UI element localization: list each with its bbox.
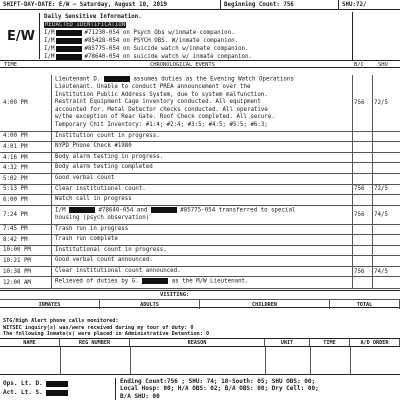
entry-prefix: I/M [44,30,55,36]
visiting-col-total: TOTAL [330,300,400,309]
redaction-bar [69,207,95,213]
event-bc: 756 [352,267,372,277]
redaction-bar [56,30,82,36]
visiting-col-children: CHILDREN [200,300,330,309]
event-description: Institution count in progress. [55,132,160,139]
ops-lt: Ops. Lt. D. [3,380,43,387]
signatures [3,379,68,397]
event-row [0,185,400,196]
event-shu [372,246,400,256]
event-shu [372,225,400,235]
redaction-bar [56,54,82,60]
event-time: 5:13 PM [0,185,52,195]
event-row [0,142,400,153]
header-row [0,0,400,10]
redaction-bar [56,46,82,52]
sensitive-entry [44,45,364,53]
beginning-count: Beginning Count: 756 [220,0,338,9]
event-row [0,195,400,206]
event-shu: 72/5 [372,75,400,131]
event-row [0,277,400,288]
event-shu [372,132,400,142]
event-description: Good verbal count [55,175,115,182]
event-bc [352,256,372,266]
event-description: Body alarm testing in progress. [55,153,164,160]
event-time: 6:00 PM [0,195,52,205]
event-description: Clear institutional count. [55,185,146,192]
sensitive-entry [44,29,364,37]
chrono-header [0,60,400,68]
event-shu: 74/5 [372,206,400,224]
event-time: 8:42 PM [0,235,52,245]
event-shu [372,153,400,163]
event-shu [372,195,400,205]
events-table [0,75,400,289]
notes [3,318,398,338]
event-description: Good verbal count announced. [55,257,153,264]
entry-text: #78640-054 on suicide watch w/ inmate companion. [84,54,253,60]
event-bc: 756 [352,75,372,131]
sensitive-info [44,13,364,61]
entry-prefix: I/M [44,54,55,60]
event-shu [372,277,400,287]
event-shu [372,256,400,266]
event-time: 10:21 PM [0,256,52,266]
event-time: 12:00 AM [0,277,52,287]
admin-detention-header [0,338,400,347]
entry-text: #85775-054 on Suicide watch w/inmate companion. [84,46,249,52]
event-bc [352,235,372,245]
event-shu: 72/5 [372,185,400,195]
event-row [0,225,400,236]
event-row [0,174,400,185]
visiting-label: VISITING: [160,292,190,298]
event-row [0,163,400,174]
redaction-bar [151,207,177,213]
note-witsec: WITSEC inquiry(s) was/were received during my tour of duty: 0 [3,324,194,331]
note-admin: The following Inmate(s) were placed in Administrative Detention: 0 [3,331,210,338]
chrono-label: CHRONOLOGICAL EVENTS [150,62,215,68]
event-description: Trash run complete [55,236,118,243]
admin-detention-rows [0,347,400,375]
event-bc [352,153,372,163]
time-label-top: TIME [4,62,17,68]
event-description: Lieutenant D. assumes duties as the Evening Watch Operations Lieutenant. Unable to conduct PREA announcement over the Institution Public Address System, due to system malfunction. Restraint Equipment Cage inventory conducted. All equipment accounted for. Metal Detector checks conducted. All operative w/the exception of Rear Gate. Roof Check completed. All secure. Temporary Chit Inventory: #1:4; #2:4; #3:5; #4:5; #5:5; #6:3; [55,76,294,129]
entry-prefix: I/M [44,46,55,52]
bc-label: B/C [354,62,364,68]
shu-count: SHU:72/ [338,0,400,9]
event-bc [352,132,372,142]
ending-count [115,378,319,400]
count-line: B/A SHU: 00 [120,392,160,400]
event-bc [352,195,372,205]
entry-prefix: I/M [44,38,55,44]
event-description: Watch call in progress [55,196,132,203]
event-bc [352,277,372,287]
event-row [0,246,400,257]
admin-col-reg-number: REG NUMBER [60,339,130,346]
event-description: Clear institutional count announced. [55,267,181,274]
event-time: 10:38 PM [0,267,52,277]
event-time: 5:02 PM [0,174,52,184]
event-shu: 74/5 [372,267,400,277]
event-row [0,267,400,278]
visiting-section [0,290,400,308]
act-lt: Act. Lt. S. [3,389,43,396]
entry-text: #71230-054 on Psych Obs w/inmate companion. [84,30,235,36]
event-bc [352,142,372,152]
shift-day-date: SHIFT-DAY-DATE: E/W – Saturday, August 10, 2019 [3,2,168,8]
redaction-bar [56,38,82,44]
event-time: 7:24 PM [0,206,52,224]
admin-col-a-d-order: A/D ORDER [350,339,400,346]
footer [0,377,400,400]
event-time: 4:00 PM [0,75,52,131]
event-shu [372,142,400,152]
sensitive-title: Daily Sensitive Information. [44,14,142,20]
event-bc [352,225,372,235]
event-description: NYPD Phone Check #1980 [55,143,132,150]
visiting-col-inmates: INMATES [0,300,100,309]
admin-col-unit: UNIT [265,339,310,346]
event-time: 10:00 PM [0,246,52,256]
event-bc: 756 [352,185,372,195]
note-stg: STG/High Alert phone calls monitored: [3,318,119,324]
count-line: Ending Count:756 ; SHU: 74; 10-South: 05; SHU OBS: 00; [120,378,316,385]
event-description: I/M #78640-054 and #85775-054 transferred to special housing (psych observation) [55,207,296,221]
shift-code: E/W [3,13,40,59]
event-row [0,206,400,225]
event-shu [372,163,400,173]
event-time: 4:00 PM [0,132,52,142]
event-row [0,256,400,267]
admin-col-reason: REASON [130,339,265,346]
event-bc: 756 [352,206,372,224]
event-time: 4:01 PM [0,142,52,152]
admin-col-time: TIME [310,339,350,346]
redaction-bar [104,76,130,82]
event-description: Body alarm testing completed [55,164,153,171]
sensitive-entry [44,37,364,45]
event-row [0,153,400,164]
event-description: Institutional count in progress. [55,246,167,253]
event-row [0,75,400,132]
event-row [0,132,400,143]
redacted-highlight: REDACTED IDENTIFICATION [45,22,126,28]
admin-col-name: NAME [0,339,60,346]
event-time: 4:16 PM [0,153,52,163]
entry-text: #85428-054 on PSYCH OBS. W/inmate companion. [84,38,239,44]
event-row [0,235,400,246]
count-line: Local Hosp: 00; H/A OBS: 02; B/A OBS: 00; Dry Cell: 00; [120,385,319,393]
event-bc [352,246,372,256]
event-time: 7:45 PM [0,225,52,235]
event-shu [372,174,400,184]
shu-label: SHU [378,62,388,68]
visiting-col-adults: ADULTS [100,300,200,309]
event-bc [352,163,372,173]
event-time: 4:32 PM [0,163,52,173]
event-bc [352,174,372,184]
event-description: Trash run in progress [55,225,129,232]
event-shu [372,235,400,245]
event-description: Relieved of duties by G. as the M/W Lieutenant. [55,278,249,285]
redaction-bar [142,278,168,284]
